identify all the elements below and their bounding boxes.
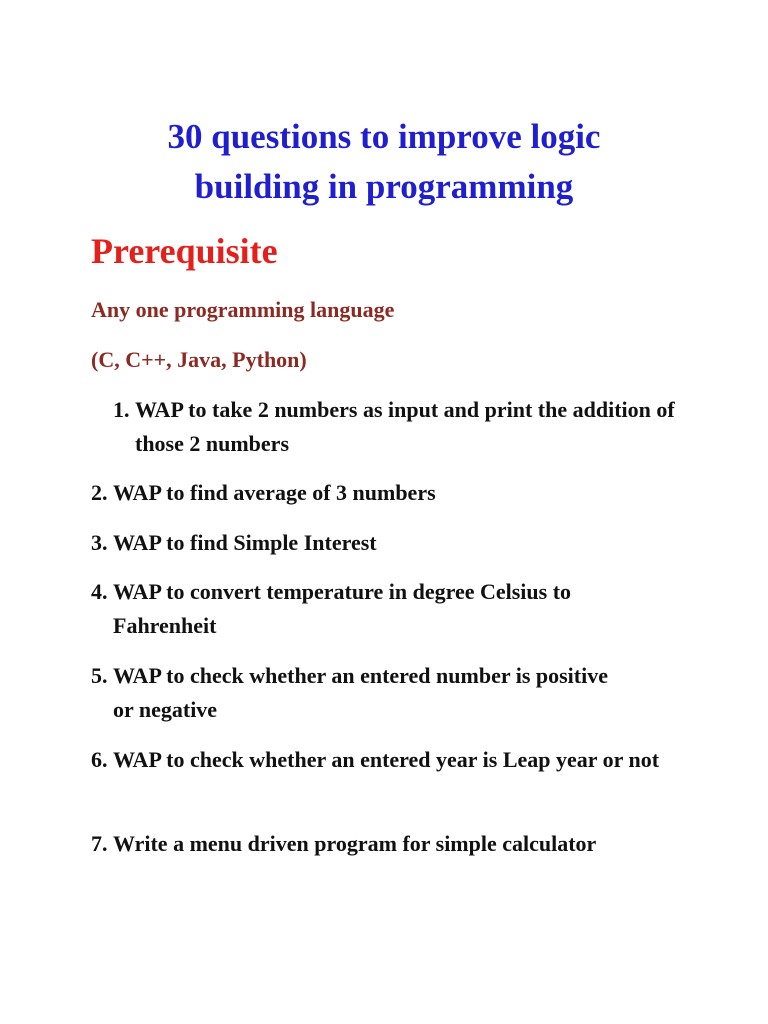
- page-title: [0, 112, 768, 212]
- question-text: WAP to find Simple Interest: [113, 530, 377, 555]
- prerequisite-language-list: (C, C++, Java, Python): [91, 347, 307, 372]
- question-text: WAP to convert temperature in degree Celsius to Fahrenheit: [113, 579, 572, 638]
- question-text: WAP to find average of 3 numbers: [113, 480, 436, 505]
- question-text: WAP to take 2 numbers as input and print the addition of those 2 numbers: [135, 397, 675, 456]
- title-line-1: 30 questions to improve logic: [167, 117, 601, 156]
- question-item-4: [91, 575, 673, 643]
- question-number: 2.: [91, 480, 108, 505]
- title-line-2: building in programming: [194, 167, 574, 206]
- question-text: Write a menu driven program for simple calculator: [113, 831, 597, 856]
- question-text: WAP to check whether an entered number is positive or negative: [113, 663, 608, 722]
- question-number: 4.: [91, 579, 108, 604]
- question-item-1: [113, 393, 695, 461]
- question-number: 7.: [91, 831, 108, 856]
- question-number: 1.: [113, 397, 130, 422]
- question-text: WAP to check whether an entered year is Leap year or not: [113, 747, 660, 772]
- question-number: 6.: [91, 747, 108, 772]
- question-item-2: [91, 476, 713, 510]
- question-number: 3.: [91, 530, 108, 555]
- prerequisite-language: Any one programming language: [91, 297, 395, 322]
- prerequisite-heading: Prerequisite: [91, 231, 278, 271]
- question-item-7: [91, 827, 733, 861]
- question-number: 5.: [91, 663, 108, 688]
- question-item-3: [91, 526, 713, 560]
- question-item-5: [91, 659, 623, 727]
- question-item-6: [91, 743, 693, 777]
